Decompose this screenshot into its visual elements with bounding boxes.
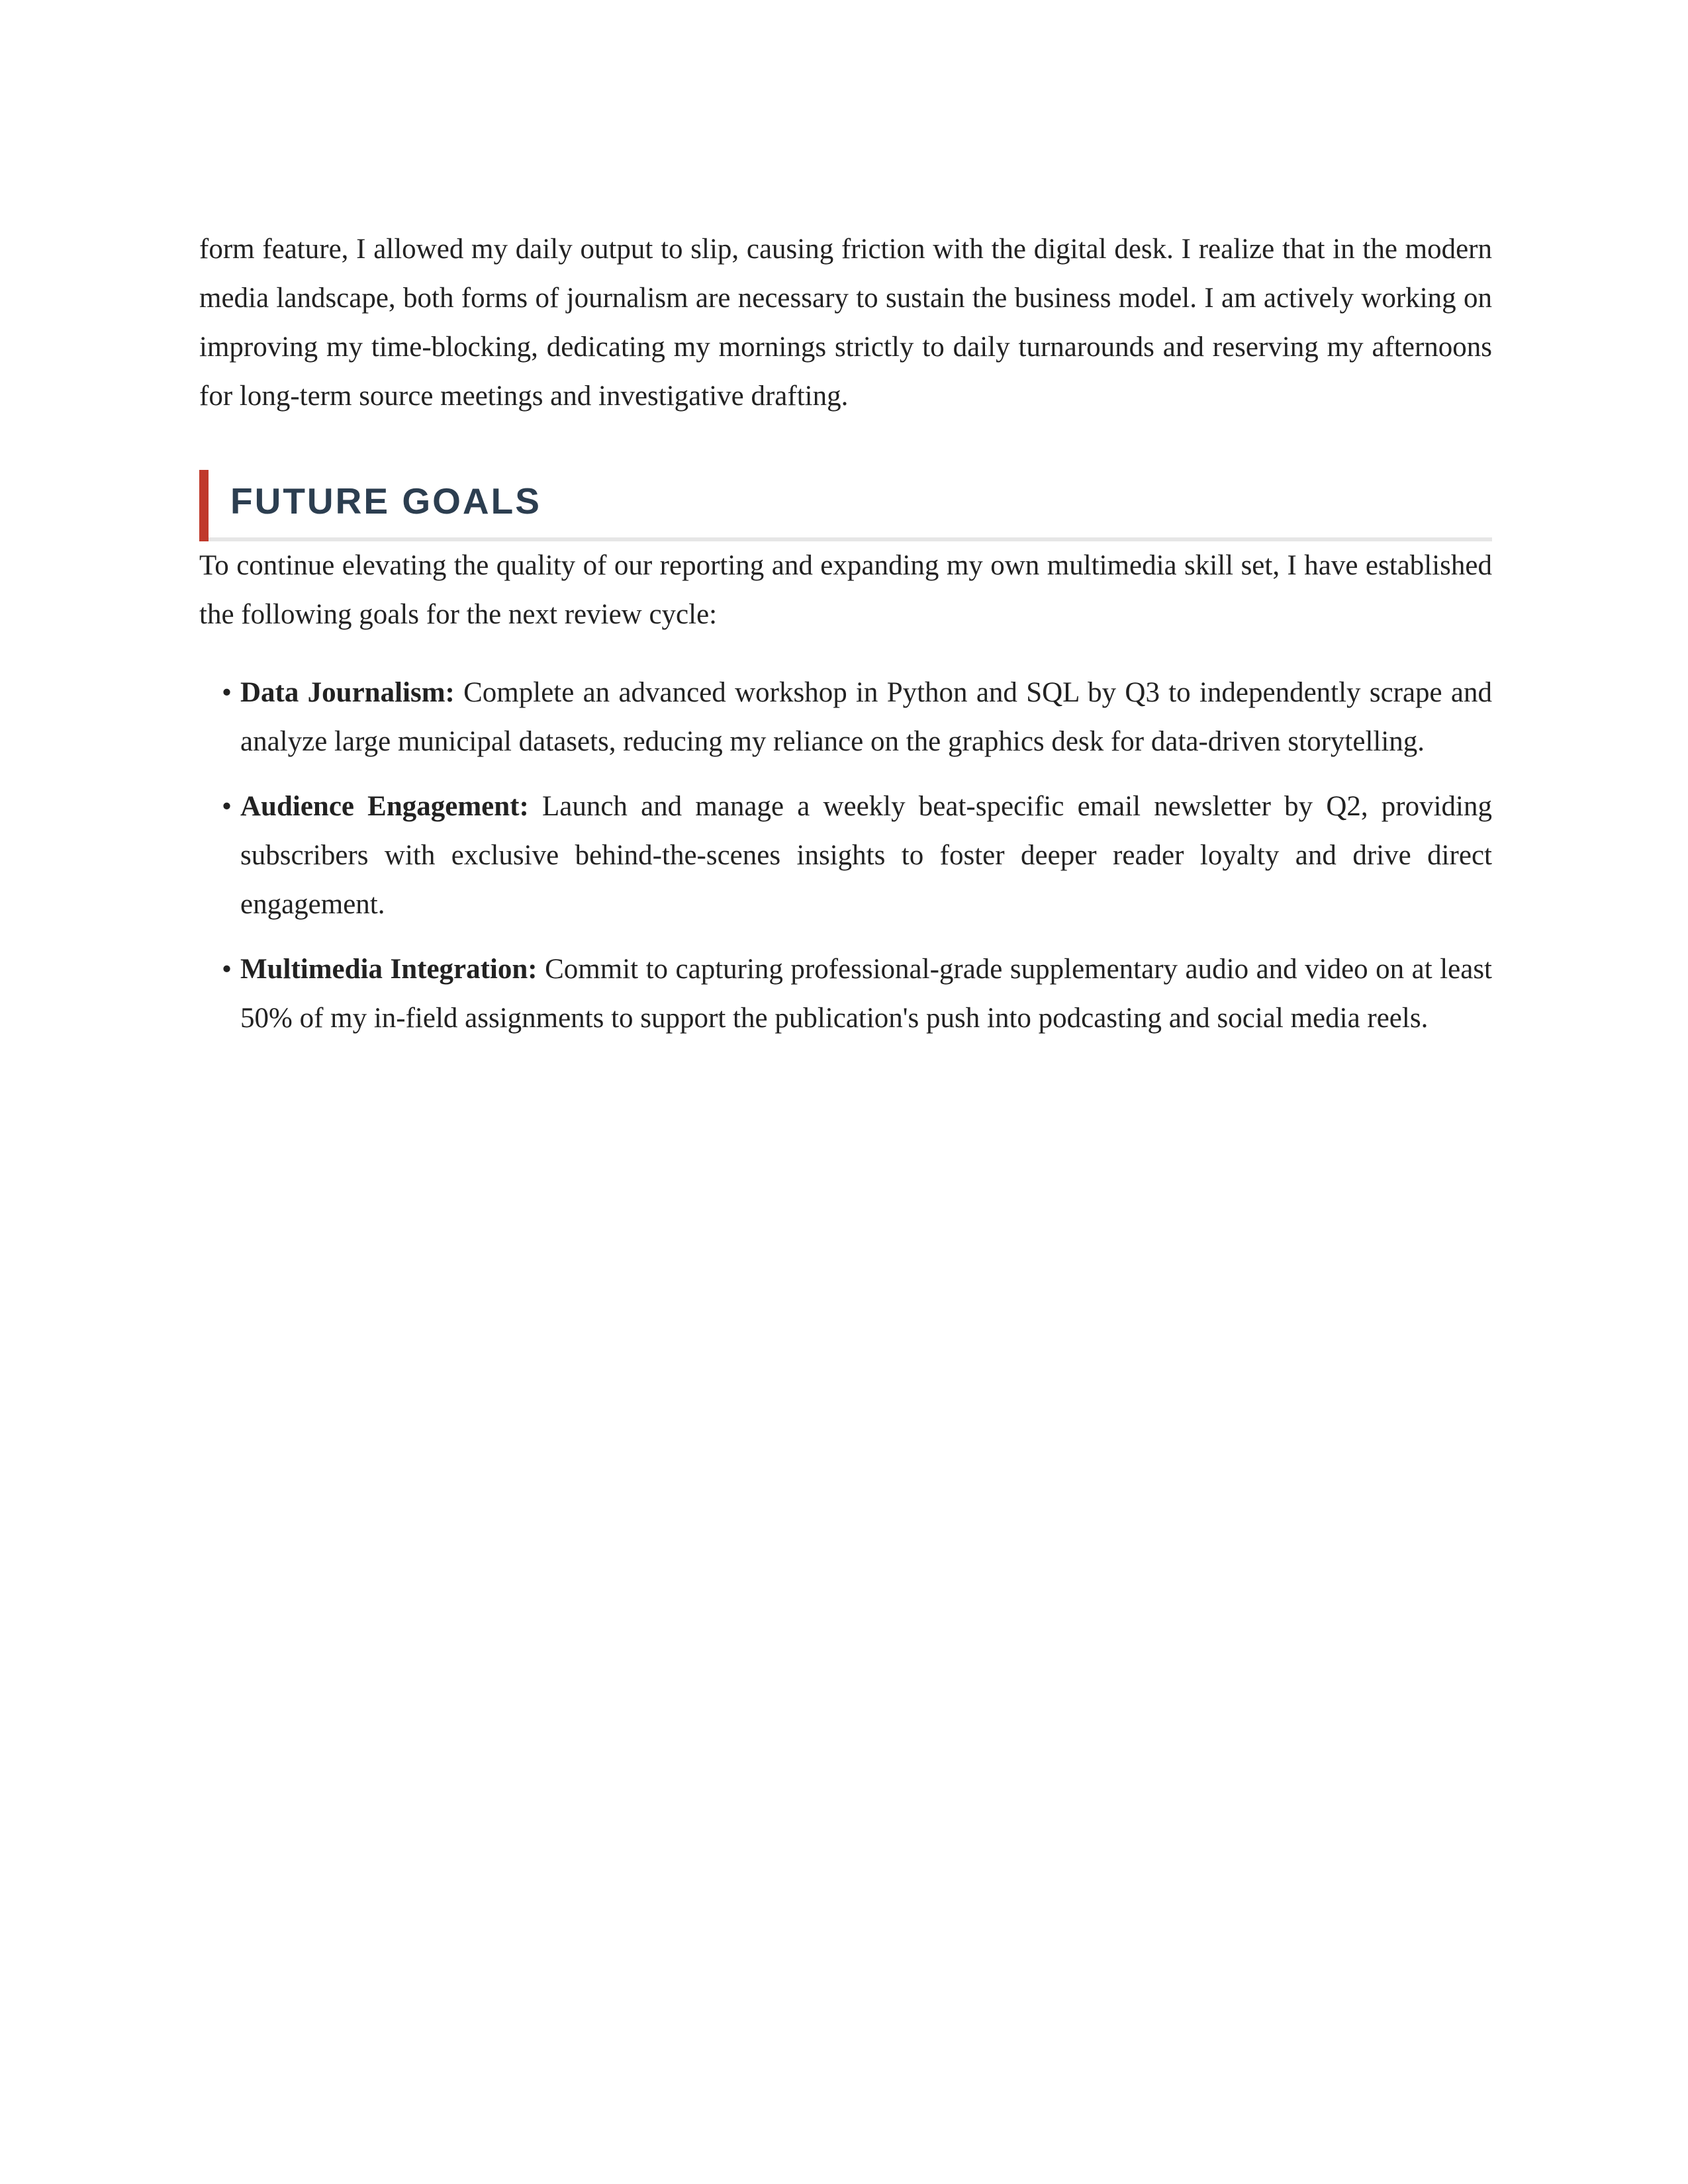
continuation-paragraph: form feature, I allowed my daily output to slip, causing friction with the digital desk. I realize that in the modern media landscape, both forms of journalism are necessary to sustain the business model. I am actively working on improving my time-blocking, dedicating my mornings strictly to daily turnarounds and reserving my afternoons for long-term source meetings and investigative drafting. (199, 234, 1492, 412)
goal-description: Launch and manage a weekly beat-specific email newsletter by Q2, providing subscribers with exclusive behind-the-scenes insights to foster deeper reader loyalty and drive direct engagement. (240, 791, 1493, 920)
goal-description: Complete an advanced workshop in Python and SQL by Q3 to independently scrape and analyze large municipal datasets, reducing my reliance on the graphics desk for data-driven storytelling. (240, 677, 1493, 757)
goal-title: Data Journalism: (240, 677, 464, 708)
bullet-icon: • (222, 791, 232, 822)
goals-intro-paragraph: To continue elevating the quality of our reporting and expanding my own multimedia skill set, I have established the following goals for the next review cycle: (199, 550, 1492, 630)
goal-title: Multimedia Integration: (240, 954, 545, 985)
section-heading-future-goals (199, 470, 1492, 541)
list-item (199, 945, 1492, 1043)
goal-title: Audience Engagement: (240, 791, 542, 822)
goal-description: Commit to capturing professional-grade supplementary audio and video on at least 50% of my in-field assignments to support the publication's push into podcasting and social media reels. (240, 954, 1492, 1034)
list-item (199, 668, 1492, 766)
goals-list (199, 668, 1492, 1043)
heading-accent-bar (199, 470, 209, 541)
bullet-icon: • (222, 954, 232, 985)
bullet-icon: • (222, 677, 232, 708)
section-title: FUTURE GOALS (230, 480, 541, 522)
document-page (199, 225, 1492, 1059)
list-item (199, 782, 1492, 929)
